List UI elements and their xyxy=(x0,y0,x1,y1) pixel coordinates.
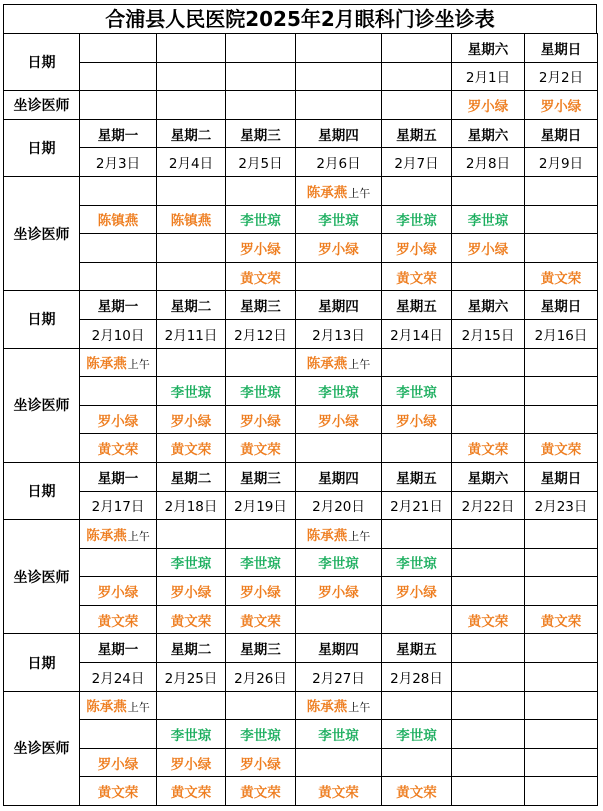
empty-cell xyxy=(80,234,157,263)
date-row-label: 日期 xyxy=(4,291,80,348)
page-title: 合浦县人民医院2025年2月眼科门诊坐诊表 xyxy=(3,4,597,33)
empty-cell xyxy=(452,520,525,549)
date-cell: 2月26日 xyxy=(226,663,296,692)
doctor-name: 陈承燕 xyxy=(86,356,127,373)
session-note: 上午 xyxy=(127,358,150,372)
date-cell: 2月22日 xyxy=(452,491,525,520)
date-cell: 2月16日 xyxy=(525,319,598,348)
empty-cell xyxy=(296,605,382,634)
weekday-cell: 星期日 xyxy=(525,462,598,491)
empty-cell xyxy=(226,62,296,91)
doctor-name: 黄文荣 xyxy=(170,442,212,459)
doctor-cell xyxy=(157,205,226,234)
doctor-name: 黄文荣 xyxy=(97,613,139,630)
weekday-cell: 星期四 xyxy=(296,462,382,491)
doctor-cell xyxy=(382,777,452,806)
empty-cell xyxy=(157,691,226,720)
empty-cell xyxy=(157,176,226,205)
date-cell: 2月27日 xyxy=(296,663,382,692)
date-cell: 2月14日 xyxy=(382,319,452,348)
doctor-cell xyxy=(226,777,296,806)
weekday-cell: 星期三 xyxy=(226,119,296,148)
doctor-cell xyxy=(296,720,382,749)
doctor-name: 罗小绿 xyxy=(97,756,139,773)
empty-cell xyxy=(80,34,157,63)
doctor-name: 黄文荣 xyxy=(97,442,139,459)
weekday-cell: 星期五 xyxy=(382,462,452,491)
date-cell: 2月6日 xyxy=(296,148,382,177)
doctor-cell xyxy=(296,405,382,434)
table-row xyxy=(4,291,598,320)
doctor-cell xyxy=(80,577,157,606)
weekday-cell: 星期三 xyxy=(226,462,296,491)
doctor-cell xyxy=(80,777,157,806)
table-row xyxy=(4,605,598,634)
doctor-cell xyxy=(296,205,382,234)
doctor-cell xyxy=(382,205,452,234)
date-cell: 2月9日 xyxy=(525,148,598,177)
table-row xyxy=(4,577,598,606)
schedule-table xyxy=(3,33,598,806)
doctor-cell xyxy=(80,691,157,720)
table-row xyxy=(4,548,598,577)
date-cell: 2月15日 xyxy=(452,319,525,348)
doctor-name: 黄文荣 xyxy=(540,270,582,287)
doctor-name: 李世琼 xyxy=(240,213,281,230)
doctor-name: 陈承燕 xyxy=(306,527,348,544)
empty-cell xyxy=(452,663,525,692)
doctor-name: 李世琼 xyxy=(318,213,359,230)
doctor-name: 黄文荣 xyxy=(240,442,281,459)
empty-cell xyxy=(525,205,598,234)
table-row xyxy=(4,348,598,377)
doctor-cell xyxy=(226,262,296,291)
empty-cell xyxy=(80,262,157,291)
doctor-cell xyxy=(157,434,226,463)
doctor-name: 黄文荣 xyxy=(540,442,582,459)
doctor-cell xyxy=(226,377,296,406)
date-cell: 2月2日 xyxy=(525,62,598,91)
empty-cell xyxy=(525,777,598,806)
doctor-name: 李世琼 xyxy=(318,384,359,401)
doctor-name: 罗小绿 xyxy=(170,413,212,430)
doctor-cell xyxy=(226,748,296,777)
doctor-row-label: 坐诊医师 xyxy=(4,91,80,120)
table-row xyxy=(4,691,598,720)
doctor-name: 罗小绿 xyxy=(318,413,359,430)
doctor-cell xyxy=(226,205,296,234)
table-row xyxy=(4,663,598,692)
date-cell: 2月8日 xyxy=(452,148,525,177)
empty-cell xyxy=(296,62,382,91)
empty-cell xyxy=(452,691,525,720)
doctor-cell xyxy=(382,262,452,291)
doctor-cell xyxy=(382,577,452,606)
doctor-name: 李世琼 xyxy=(170,384,212,401)
empty-cell xyxy=(452,377,525,406)
empty-cell xyxy=(296,748,382,777)
empty-cell xyxy=(296,434,382,463)
date-row-label: 日期 xyxy=(4,634,80,691)
schedule-table-body xyxy=(4,34,598,806)
date-cell: 2月17日 xyxy=(80,491,157,520)
weekday-cell: 星期五 xyxy=(382,291,452,320)
table-row xyxy=(4,119,598,148)
doctor-cell xyxy=(157,577,226,606)
empty-cell xyxy=(226,34,296,63)
schedule-sheet xyxy=(3,4,597,806)
doctor-cell xyxy=(296,377,382,406)
doctor-row-label: 坐诊医师 xyxy=(4,176,80,290)
doctor-name: 罗小绿 xyxy=(240,585,281,602)
empty-cell xyxy=(525,663,598,692)
doctor-cell xyxy=(296,777,382,806)
doctor-cell xyxy=(157,377,226,406)
doctor-name: 罗小绿 xyxy=(240,756,281,773)
doctor-name: 陈承燕 xyxy=(86,527,127,544)
doctor-cell xyxy=(226,405,296,434)
doctor-name: 陈镇燕 xyxy=(170,213,212,230)
doctor-cell xyxy=(157,720,226,749)
doctor-cell xyxy=(452,91,525,120)
weekday-cell: 星期六 xyxy=(452,119,525,148)
empty-cell xyxy=(382,91,452,120)
table-row xyxy=(4,520,598,549)
date-row-label: 日期 xyxy=(4,462,80,519)
doctor-name: 罗小绿 xyxy=(240,241,281,258)
date-row-label: 日期 xyxy=(4,119,80,176)
doctor-name: 罗小绿 xyxy=(540,98,582,115)
weekday-cell: 星期三 xyxy=(226,291,296,320)
doctor-name: 李世琼 xyxy=(318,556,359,573)
empty-cell xyxy=(525,577,598,606)
doctor-cell xyxy=(226,577,296,606)
weekday-cell: 星期六 xyxy=(452,462,525,491)
doctor-name: 黄文荣 xyxy=(540,613,582,630)
empty-cell xyxy=(157,348,226,377)
doctor-name: 罗小绿 xyxy=(240,413,281,430)
empty-cell xyxy=(525,748,598,777)
empty-cell xyxy=(525,691,598,720)
date-cell: 2月20日 xyxy=(296,491,382,520)
weekday-cell: 星期二 xyxy=(157,119,226,148)
doctor-name: 李世琼 xyxy=(170,728,212,745)
doctor-name: 李世琼 xyxy=(396,728,437,745)
empty-cell xyxy=(226,348,296,377)
table-row xyxy=(4,34,598,63)
empty-cell xyxy=(452,262,525,291)
empty-cell xyxy=(452,548,525,577)
doctor-name: 李世琼 xyxy=(170,556,212,573)
empty-cell xyxy=(525,720,598,749)
doctor-name: 罗小绿 xyxy=(318,585,359,602)
doctor-name: 黄文荣 xyxy=(396,270,437,287)
weekday-cell: 星期二 xyxy=(157,291,226,320)
doctor-name: 黄文荣 xyxy=(97,785,139,802)
empty-cell xyxy=(80,91,157,120)
empty-cell xyxy=(80,62,157,91)
table-row xyxy=(4,148,598,177)
empty-cell xyxy=(80,720,157,749)
session-note: 上午 xyxy=(348,529,371,543)
empty-cell xyxy=(452,577,525,606)
empty-cell xyxy=(157,520,226,549)
doctor-name: 罗小绿 xyxy=(467,98,509,115)
doctor-name: 李世琼 xyxy=(396,213,437,230)
doctor-cell xyxy=(525,91,598,120)
doctor-name: 罗小绿 xyxy=(170,585,212,602)
table-row xyxy=(4,434,598,463)
weekday-cell: 星期六 xyxy=(452,291,525,320)
doctor-name: 罗小绿 xyxy=(396,241,437,258)
weekday-cell: 星期五 xyxy=(382,119,452,148)
doctor-name: 黄文荣 xyxy=(240,270,281,287)
session-note: 上午 xyxy=(348,358,371,372)
empty-cell xyxy=(452,777,525,806)
empty-cell xyxy=(452,720,525,749)
doctor-cell xyxy=(525,605,598,634)
date-cell: 2月10日 xyxy=(80,319,157,348)
empty-cell xyxy=(525,634,598,663)
empty-cell xyxy=(382,176,452,205)
doctor-cell xyxy=(226,720,296,749)
date-cell: 2月25日 xyxy=(157,663,226,692)
doctor-row-label: 坐诊医师 xyxy=(4,520,80,634)
empty-cell xyxy=(525,405,598,434)
empty-cell xyxy=(382,691,452,720)
doctor-name: 罗小绿 xyxy=(170,756,212,773)
doctor-cell xyxy=(296,691,382,720)
empty-cell xyxy=(382,348,452,377)
empty-cell xyxy=(157,234,226,263)
doctor-cell xyxy=(157,548,226,577)
empty-cell xyxy=(382,62,452,91)
doctor-cell xyxy=(80,520,157,549)
doctor-cell xyxy=(80,205,157,234)
doctor-cell xyxy=(80,434,157,463)
weekday-cell: 星期六 xyxy=(452,34,525,63)
doctor-name: 陈承燕 xyxy=(86,699,127,716)
table-row xyxy=(4,491,598,520)
empty-cell xyxy=(296,91,382,120)
empty-cell xyxy=(525,520,598,549)
empty-cell xyxy=(382,34,452,63)
empty-cell xyxy=(525,377,598,406)
weekday-cell: 星期三 xyxy=(226,634,296,663)
weekday-cell: 星期四 xyxy=(296,291,382,320)
empty-cell xyxy=(296,34,382,63)
doctor-name: 罗小绿 xyxy=(396,585,437,602)
doctor-cell xyxy=(226,548,296,577)
session-note: 上午 xyxy=(127,529,150,543)
doctor-name: 黄文荣 xyxy=(240,785,281,802)
date-row-label: 日期 xyxy=(4,34,80,91)
empty-cell xyxy=(525,548,598,577)
doctor-row-label: 坐诊医师 xyxy=(4,348,80,462)
table-row xyxy=(4,319,598,348)
doctor-cell xyxy=(226,605,296,634)
empty-cell xyxy=(382,520,452,549)
doctor-name: 陈承燕 xyxy=(306,699,348,716)
doctor-cell xyxy=(296,176,382,205)
doctor-cell xyxy=(80,405,157,434)
empty-cell xyxy=(157,62,226,91)
empty-cell xyxy=(157,262,226,291)
table-row xyxy=(4,777,598,806)
doctor-name: 陈镇燕 xyxy=(97,213,139,230)
doctor-name: 黄文荣 xyxy=(240,613,281,630)
table-row xyxy=(4,634,598,663)
empty-cell xyxy=(226,91,296,120)
empty-cell xyxy=(382,605,452,634)
date-cell: 2月23日 xyxy=(525,491,598,520)
date-cell: 2月28日 xyxy=(382,663,452,692)
doctor-cell xyxy=(80,348,157,377)
doctor-name: 李世琼 xyxy=(396,384,437,401)
date-cell: 2月13日 xyxy=(296,319,382,348)
doctor-cell xyxy=(382,234,452,263)
empty-cell xyxy=(296,262,382,291)
weekday-cell: 星期一 xyxy=(80,119,157,148)
date-cell: 2月7日 xyxy=(382,148,452,177)
weekday-cell: 星期日 xyxy=(525,291,598,320)
doctor-cell xyxy=(296,548,382,577)
doctor-cell xyxy=(296,348,382,377)
weekday-cell: 星期四 xyxy=(296,119,382,148)
weekday-cell: 星期一 xyxy=(80,291,157,320)
doctor-name: 黄文荣 xyxy=(170,613,212,630)
table-row xyxy=(4,205,598,234)
table-row xyxy=(4,748,598,777)
doctor-cell xyxy=(382,720,452,749)
doctor-cell xyxy=(382,377,452,406)
date-cell: 2月24日 xyxy=(80,663,157,692)
doctor-cell xyxy=(452,434,525,463)
empty-cell xyxy=(452,748,525,777)
date-cell: 2月5日 xyxy=(226,148,296,177)
table-row xyxy=(4,91,598,120)
empty-cell xyxy=(157,34,226,63)
table-row xyxy=(4,377,598,406)
doctor-cell xyxy=(296,520,382,549)
doctor-name: 黄文荣 xyxy=(467,613,509,630)
doctor-name: 李世琼 xyxy=(396,556,437,573)
doctor-name: 黄文荣 xyxy=(318,785,359,802)
empty-cell xyxy=(382,748,452,777)
doctor-cell xyxy=(296,234,382,263)
empty-cell xyxy=(525,348,598,377)
weekday-cell: 星期一 xyxy=(80,462,157,491)
empty-cell xyxy=(80,176,157,205)
weekday-cell: 星期一 xyxy=(80,634,157,663)
date-cell: 2月19日 xyxy=(226,491,296,520)
doctor-cell xyxy=(525,434,598,463)
empty-cell xyxy=(226,520,296,549)
empty-cell xyxy=(226,176,296,205)
date-cell: 2月12日 xyxy=(226,319,296,348)
table-row xyxy=(4,234,598,263)
doctor-cell xyxy=(80,748,157,777)
doctor-name: 罗小绿 xyxy=(97,585,139,602)
session-note: 上午 xyxy=(127,701,150,715)
empty-cell xyxy=(525,176,598,205)
date-cell: 2月3日 xyxy=(80,148,157,177)
empty-cell xyxy=(80,377,157,406)
doctor-name: 罗小绿 xyxy=(396,413,437,430)
doctor-cell xyxy=(382,405,452,434)
weekday-cell: 星期日 xyxy=(525,34,598,63)
date-cell: 2月21日 xyxy=(382,491,452,520)
table-row xyxy=(4,720,598,749)
doctor-name: 李世琼 xyxy=(240,728,281,745)
weekday-cell: 星期二 xyxy=(157,634,226,663)
table-row xyxy=(4,405,598,434)
date-cell: 2月1日 xyxy=(452,62,525,91)
table-row xyxy=(4,176,598,205)
doctor-cell xyxy=(157,405,226,434)
doctor-name: 黄文荣 xyxy=(170,785,212,802)
doctor-name: 罗小绿 xyxy=(97,413,139,430)
weekday-cell: 星期四 xyxy=(296,634,382,663)
doctor-name: 黄文荣 xyxy=(396,785,437,802)
doctor-name: 李世琼 xyxy=(240,384,281,401)
session-note: 上午 xyxy=(348,186,371,200)
doctor-name: 李世琼 xyxy=(467,213,509,230)
doctor-cell xyxy=(157,748,226,777)
doctor-name: 黄文荣 xyxy=(467,442,509,459)
session-note: 上午 xyxy=(348,701,371,715)
date-cell: 2月18日 xyxy=(157,491,226,520)
doctor-cell xyxy=(157,777,226,806)
table-row xyxy=(4,462,598,491)
doctor-name: 李世琼 xyxy=(240,556,281,573)
doctor-row-label: 坐诊医师 xyxy=(4,691,80,805)
table-row xyxy=(4,262,598,291)
date-cell: 2月11日 xyxy=(157,319,226,348)
doctor-cell xyxy=(382,548,452,577)
doctor-name: 罗小绿 xyxy=(467,241,509,258)
doctor-cell xyxy=(226,234,296,263)
doctor-cell xyxy=(226,434,296,463)
weekday-cell: 星期二 xyxy=(157,462,226,491)
doctor-cell xyxy=(452,605,525,634)
doctor-cell xyxy=(525,262,598,291)
doctor-cell xyxy=(80,605,157,634)
empty-cell xyxy=(80,548,157,577)
doctor-cell xyxy=(452,205,525,234)
doctor-name: 陈承燕 xyxy=(306,184,348,201)
empty-cell xyxy=(226,691,296,720)
date-cell: 2月4日 xyxy=(157,148,226,177)
empty-cell xyxy=(452,348,525,377)
doctor-name: 李世琼 xyxy=(318,728,359,745)
doctor-cell xyxy=(157,605,226,634)
empty-cell xyxy=(452,634,525,663)
weekday-cell: 星期日 xyxy=(525,119,598,148)
empty-cell xyxy=(452,405,525,434)
table-row xyxy=(4,62,598,91)
empty-cell xyxy=(157,91,226,120)
weekday-cell: 星期五 xyxy=(382,634,452,663)
doctor-name: 罗小绿 xyxy=(318,241,359,258)
empty-cell xyxy=(525,234,598,263)
doctor-cell xyxy=(296,577,382,606)
empty-cell xyxy=(382,434,452,463)
empty-cell xyxy=(452,176,525,205)
doctor-cell xyxy=(452,234,525,263)
doctor-name: 陈承燕 xyxy=(306,356,348,373)
